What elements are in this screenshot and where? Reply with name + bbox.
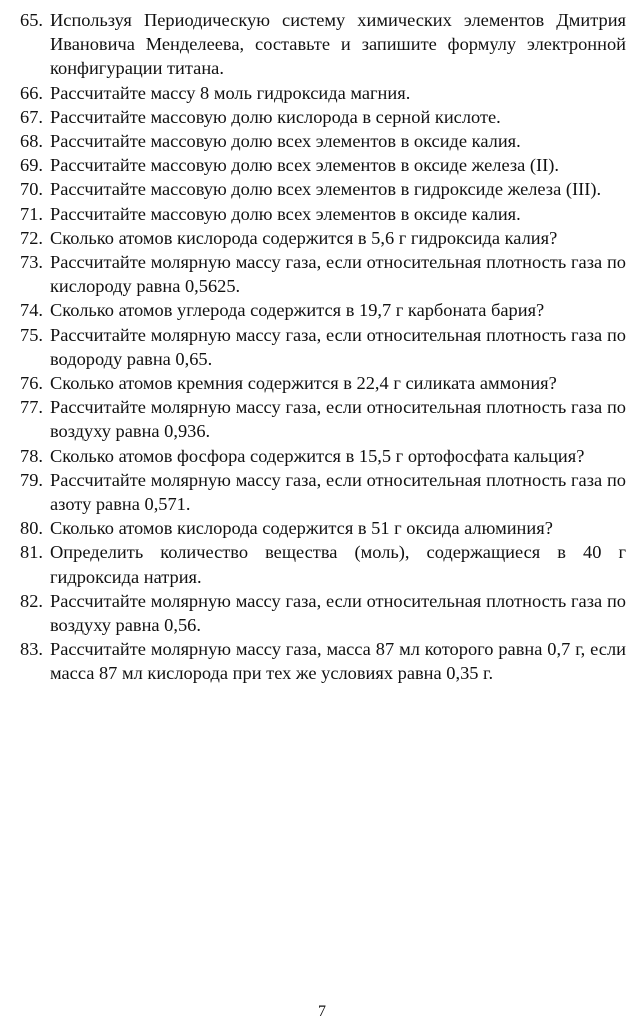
task-number: 72. <box>20 227 43 248</box>
task-text: Рассчитайте молярную массу газа, если относительная плотность газа по кислороду равна 0,5625. <box>50 252 626 297</box>
task-number: 80. <box>20 518 43 539</box>
task-number: 73. <box>20 252 43 273</box>
task-item <box>20 177 626 201</box>
task-text: Сколько атомов фосфора содержится в 15,5 г ортофосфата кальция? <box>50 445 585 466</box>
task-item <box>20 226 626 250</box>
task-number: 77. <box>20 397 43 418</box>
task-number: 70. <box>20 179 43 200</box>
task-number: 79. <box>20 469 43 490</box>
task-item <box>20 371 626 395</box>
task-number: 75. <box>20 324 43 345</box>
task-text: Сколько атомов углерода содержится в 19,7 г карбоната бария? <box>50 300 545 321</box>
task-number: 67. <box>20 106 43 127</box>
task-item <box>20 129 626 153</box>
task-item <box>20 105 626 129</box>
task-item <box>20 540 626 588</box>
task-number: 83. <box>20 639 43 660</box>
task-list <box>20 8 626 686</box>
task-text: Рассчитайте молярную массу газа, если относительная плотность газа по азоту равна 0,571. <box>50 469 626 515</box>
task-number: 65. <box>20 10 43 30</box>
task-item <box>20 637 626 685</box>
task-number: 74. <box>20 300 43 321</box>
task-text: Используя Периодическую систему химических элементов Дмитрия Ивановича Менделеева, составьте и запишите формулу электронной конфигурации титана. <box>50 10 626 79</box>
task-text: Рассчитайте массовую долю всех элементов в оксиде железа (II). <box>50 155 559 176</box>
task-number: 69. <box>20 155 43 176</box>
task-item <box>20 298 626 322</box>
task-item <box>20 516 626 540</box>
task-text: Рассчитайте молярную массу газа, масса 87 мл которого равна 0,7 г, если масса 87 мл кислорода при тех же условиях равна 0,35 г. <box>50 639 626 684</box>
task-text: Рассчитайте молярную массу газа, если относительная плотность газа по водороду равна 0,65. <box>50 324 626 369</box>
task-item <box>20 153 626 177</box>
task-text: Сколько атомов кислорода содержится в 51 г оксида алюминия? <box>50 518 553 539</box>
task-text: Рассчитайте молярную массу газа, если относительная плотность газа по воздуху равна 0,56. <box>50 590 626 636</box>
task-text: Рассчитайте массовую долю всех элементов в оксиде калия. <box>50 131 521 152</box>
task-text: Определить количество вещества (моль), содержащиеся в 40 г гидроксида натрия. <box>50 542 626 587</box>
task-item <box>20 81 626 105</box>
task-number: 81. <box>20 542 43 563</box>
task-item <box>20 250 626 298</box>
task-item <box>20 468 626 516</box>
task-item <box>20 323 626 371</box>
task-number: 82. <box>20 590 43 611</box>
task-text: Рассчитайте массовую долю кислорода в серной кислоте. <box>50 106 501 127</box>
task-item <box>20 202 626 226</box>
task-text: Рассчитайте массу 8 моль гидроксида магния. <box>50 82 411 103</box>
task-number: 66. <box>20 82 43 103</box>
task-text: Рассчитайте массовую долю всех элементов в гидроксиде железа (III). <box>50 179 602 200</box>
task-text: Рассчитайте молярную массу газа, если относительная плотность газа по воздуху равна 0,936. <box>50 397 626 442</box>
task-item <box>20 8 626 81</box>
task-number: 71. <box>20 203 43 224</box>
task-text: Рассчитайте массовую долю всех элементов в оксиде калия. <box>50 203 521 224</box>
task-number: 76. <box>20 373 43 394</box>
task-item <box>20 444 626 468</box>
task-number: 78. <box>20 445 43 466</box>
task-item <box>20 395 626 443</box>
task-text: Сколько атомов кислорода содержится в 5,6 г гидроксида калия? <box>50 227 558 248</box>
task-number: 68. <box>20 131 43 152</box>
task-text: Сколько атомов кремния содержится в 22,4 г силиката аммония? <box>50 373 557 394</box>
task-item <box>20 589 626 637</box>
page-number: 7 <box>318 1003 326 1020</box>
